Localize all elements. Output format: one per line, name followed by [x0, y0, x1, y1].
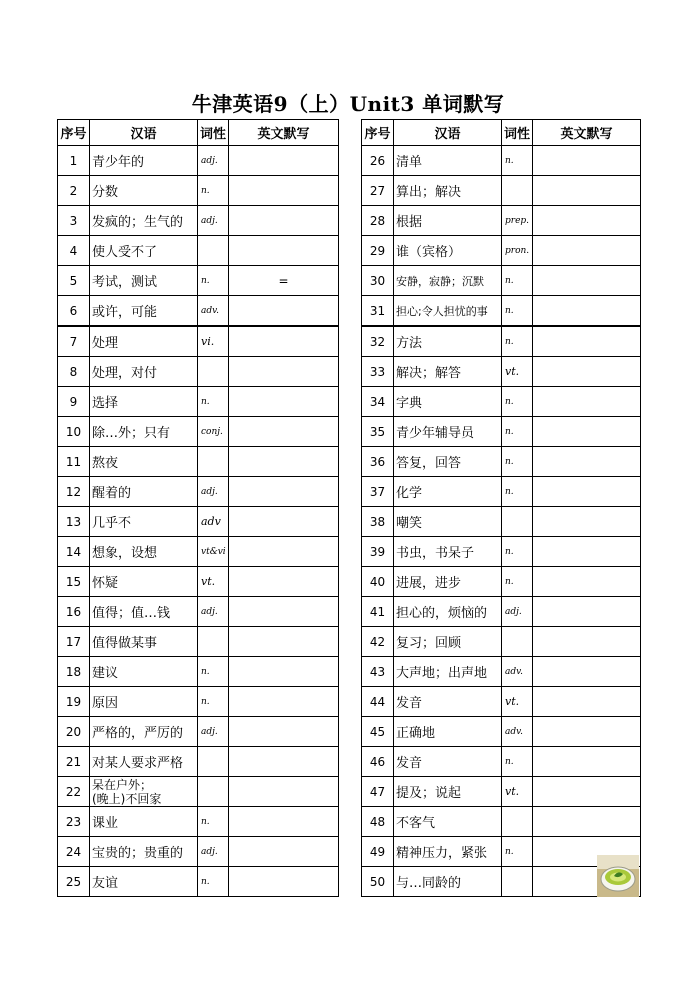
cell-chinese: 担心的，烦恼的 [394, 597, 502, 627]
cell-answer[interactable] [229, 477, 339, 507]
cell-answer[interactable] [229, 296, 339, 327]
cell-chinese: 方法 [394, 326, 502, 357]
cell-pos: vt. [198, 567, 229, 597]
cell-answer[interactable] [533, 747, 641, 777]
table-row [58, 717, 339, 747]
cell-num: 13 [58, 507, 90, 537]
cell-pos: adv. [198, 296, 229, 327]
cell-answer[interactable] [533, 176, 641, 206]
cell-pos: adj. [198, 837, 229, 867]
cell-pos: vt. [502, 357, 533, 387]
cell-num: 27 [362, 176, 394, 206]
cell-chinese: 呆在户外； (晚上)不回家 [90, 777, 198, 807]
table-row [58, 597, 339, 627]
table-row [58, 747, 339, 777]
table-row [58, 417, 339, 447]
cell-num: 17 [58, 627, 90, 657]
cell-answer[interactable] [533, 807, 641, 837]
table-row [362, 296, 641, 327]
table-row [58, 867, 339, 897]
header-english: 英文默写 [533, 120, 641, 146]
cell-pos: vi. [198, 326, 229, 357]
cell-chinese: 发疯的；生气的 [90, 206, 198, 236]
cell-num: 2 [58, 176, 90, 206]
cell-num: 23 [58, 807, 90, 837]
cell-pos: adj. [198, 206, 229, 236]
table-row [362, 326, 641, 357]
header-pos: 词性 [198, 120, 229, 146]
table-row [362, 266, 641, 296]
cell-answer[interactable] [229, 417, 339, 447]
cell-pos: n. [198, 266, 229, 296]
cell-answer[interactable] [533, 567, 641, 597]
cell-chinese: 严格的，严厉的 [90, 717, 198, 747]
cell-num: 9 [58, 387, 90, 417]
cell-pos: n. [502, 296, 533, 327]
cell-num: 10 [58, 417, 90, 447]
cell-answer[interactable] [533, 597, 641, 627]
cell-chinese: 算出；解决 [394, 176, 502, 206]
cell-num: 36 [362, 447, 394, 477]
table-row [58, 657, 339, 687]
cell-pos: n. [502, 266, 533, 296]
cell-answer[interactable] [229, 357, 339, 387]
cell-pos [198, 236, 229, 266]
cell-answer[interactable] [229, 567, 339, 597]
cell-num: 28 [362, 206, 394, 236]
cell-pos [502, 867, 533, 897]
cell-chinese: 原因 [90, 687, 198, 717]
cell-chinese: 复习；回顾 [394, 627, 502, 657]
table-row [58, 146, 339, 176]
cell-answer[interactable] [229, 326, 339, 357]
cell-answer[interactable] [533, 507, 641, 537]
cell-chinese: 处理 [90, 326, 198, 357]
cell-answer[interactable] [229, 837, 339, 867]
header-chinese: 汉语 [394, 120, 502, 146]
cell-pos [198, 357, 229, 387]
cell-answer[interactable] [533, 387, 641, 417]
cell-num: 32 [362, 326, 394, 357]
cell-answer[interactable] [229, 537, 339, 567]
cell-pos: n. [502, 837, 533, 867]
cell-answer[interactable] [533, 206, 641, 236]
cell-chinese: 醒着的 [90, 477, 198, 507]
cell-pos [198, 747, 229, 777]
cell-num: 41 [362, 597, 394, 627]
cell-pos: prep. [502, 206, 533, 236]
cell-num: 50 [362, 867, 394, 897]
vocab-table-right [361, 119, 641, 897]
cell-chinese: 不客气 [394, 807, 502, 837]
cell-answer[interactable] [533, 447, 641, 477]
cell-num: 14 [58, 537, 90, 567]
cell-answer[interactable] [229, 597, 339, 627]
cell-pos [198, 777, 229, 807]
cell-pos: n. [198, 687, 229, 717]
cell-answer[interactable] [229, 236, 339, 266]
cell-answer[interactable] [229, 657, 339, 687]
cell-chinese: 安静，寂静；沉默 [394, 266, 502, 296]
cell-answer[interactable] [533, 537, 641, 567]
cell-chinese: 精神压力，紧张 [394, 837, 502, 867]
cell-pos [502, 507, 533, 537]
cell-pos: n. [502, 567, 533, 597]
vocab-table-left [57, 119, 339, 897]
table-row [362, 387, 641, 417]
tea-cup-icon [597, 855, 639, 897]
cell-pos: n. [502, 146, 533, 176]
cell-pos: n. [502, 387, 533, 417]
cell-chinese: 书虫，书呆子 [394, 537, 502, 567]
cell-num: 5 [58, 266, 90, 296]
cell-chinese: 宝贵的；贵重的 [90, 837, 198, 867]
cell-answer[interactable] [533, 357, 641, 387]
cell-num: 24 [58, 837, 90, 867]
cell-chinese: 考试，测试 [90, 266, 198, 296]
cell-chinese: 课业 [90, 807, 198, 837]
cell-num: 29 [362, 236, 394, 266]
table-row [58, 837, 339, 867]
cell-answer[interactable] [533, 627, 641, 657]
cell-chinese: 值得；值…钱 [90, 597, 198, 627]
cell-chinese: 处理，对付 [90, 357, 198, 387]
table-row [58, 567, 339, 597]
cell-num: 39 [362, 537, 394, 567]
cell-chinese: 想象，设想 [90, 537, 198, 567]
cell-chinese: 分数 [90, 176, 198, 206]
cell-num: 7 [58, 326, 90, 357]
cell-pos: n. [502, 417, 533, 447]
cell-pos: n. [502, 477, 533, 507]
cell-answer[interactable] [533, 146, 641, 176]
cell-num: 35 [362, 417, 394, 447]
table-row [58, 477, 339, 507]
cell-chinese: 与…同龄的 [394, 867, 502, 897]
table-row [58, 537, 339, 567]
cell-num: 45 [362, 717, 394, 747]
table-row [362, 747, 641, 777]
cell-pos [502, 176, 533, 206]
cell-num: 30 [362, 266, 394, 296]
cell-chinese: 怀疑 [90, 567, 198, 597]
table-row [362, 657, 641, 687]
cell-num: 8 [58, 357, 90, 387]
cell-answer[interactable] [229, 747, 339, 777]
cell-pos [502, 807, 533, 837]
cell-chinese: 青少年的 [90, 146, 198, 176]
cell-pos: n. [198, 657, 229, 687]
cell-num: 11 [58, 447, 90, 477]
cell-chinese: 提及；说起 [394, 777, 502, 807]
table-row [58, 357, 339, 387]
cell-num: 3 [58, 206, 90, 236]
cell-num: 4 [58, 236, 90, 266]
cell-pos: adv [198, 507, 229, 537]
table-row [362, 687, 641, 717]
cell-chinese: 建议 [90, 657, 198, 687]
table-row [362, 537, 641, 567]
cell-num: 40 [362, 567, 394, 597]
cell-pos: n. [198, 867, 229, 897]
cell-answer[interactable] [229, 176, 339, 206]
cell-answer[interactable] [533, 266, 641, 296]
cell-answer[interactable] [533, 777, 641, 807]
cell-chinese: 使人受不了 [90, 236, 198, 266]
cell-num: 21 [58, 747, 90, 777]
cell-pos [198, 627, 229, 657]
cell-num: 12 [58, 477, 90, 507]
cell-num: 25 [58, 867, 90, 897]
cell-pos: n. [198, 387, 229, 417]
cell-chinese: 几乎不 [90, 507, 198, 537]
header-num: 序号 [362, 120, 394, 146]
cell-answer[interactable] [533, 326, 641, 357]
cell-num: 20 [58, 717, 90, 747]
cell-pos: n. [502, 747, 533, 777]
cell-pos: adj. [198, 717, 229, 747]
cell-answer[interactable] [229, 507, 339, 537]
cell-num: 19 [58, 687, 90, 717]
table-row [362, 507, 641, 537]
cell-num: 46 [362, 747, 394, 777]
cell-answer[interactable] [229, 777, 339, 807]
table-row [362, 206, 641, 236]
table-row [58, 176, 339, 206]
cell-answer[interactable]: = [229, 266, 339, 296]
cell-pos: n. [502, 537, 533, 567]
cell-chinese: 对某人要求严格 [90, 747, 198, 777]
cell-answer[interactable] [229, 146, 339, 176]
cell-num: 44 [362, 687, 394, 717]
table-row [362, 357, 641, 387]
cell-pos: vt. [502, 687, 533, 717]
table-row [58, 387, 339, 417]
header-english: 英文默写 [229, 120, 339, 146]
cell-answer[interactable] [533, 296, 641, 327]
table-row [58, 236, 339, 266]
cell-pos: adj. [198, 597, 229, 627]
cell-chinese: 解决；解答 [394, 357, 502, 387]
table-row [58, 266, 339, 296]
cell-num: 47 [362, 777, 394, 807]
cell-num: 37 [362, 477, 394, 507]
cell-answer[interactable] [229, 447, 339, 477]
table-row [362, 717, 641, 747]
table-row [362, 567, 641, 597]
table-row [362, 777, 641, 807]
cell-chinese: 发音 [394, 747, 502, 777]
cell-chinese: 正确地 [394, 717, 502, 747]
cell-pos: adv. [502, 717, 533, 747]
cell-num: 16 [58, 597, 90, 627]
header-chinese: 汉语 [90, 120, 198, 146]
cell-answer[interactable] [229, 627, 339, 657]
cell-chinese: 担心;令人担忧的事 [394, 296, 502, 327]
cell-chinese: 除…外；只有 [90, 417, 198, 447]
cell-chinese: 大声地；出声地 [394, 657, 502, 687]
cell-chinese: 发音 [394, 687, 502, 717]
cell-chinese: 谁（宾格） [394, 236, 502, 266]
table-row [362, 176, 641, 206]
cell-num: 33 [362, 357, 394, 387]
cell-num: 15 [58, 567, 90, 597]
cell-answer[interactable] [229, 687, 339, 717]
cell-chinese: 答复，回答 [394, 447, 502, 477]
cell-num: 34 [362, 387, 394, 417]
table-row [58, 807, 339, 837]
table-row [58, 206, 339, 236]
table-row [58, 687, 339, 717]
cell-answer[interactable] [229, 206, 339, 236]
cell-chinese: 值得做某事 [90, 627, 198, 657]
cell-pos: n. [198, 807, 229, 837]
cell-num: 6 [58, 296, 90, 327]
cell-num: 18 [58, 657, 90, 687]
cell-num: 38 [362, 507, 394, 537]
cell-pos: vt&vi [198, 537, 229, 567]
page-title: 牛津英语9（上）Unit3 单词默写 [191, 92, 505, 116]
table-row [362, 417, 641, 447]
cell-num: 42 [362, 627, 394, 657]
cell-chinese: 进展，进步 [394, 567, 502, 597]
header-pos: 词性 [502, 120, 533, 146]
cell-pos: vt. [502, 777, 533, 807]
cell-chinese: 根据 [394, 206, 502, 236]
cell-pos [198, 447, 229, 477]
cell-chinese: 友谊 [90, 867, 198, 897]
table-row [58, 777, 339, 807]
cell-chinese: 清单 [394, 146, 502, 176]
table-row [362, 807, 641, 837]
table-row [362, 146, 641, 176]
cell-chinese: 字典 [394, 387, 502, 417]
cell-answer[interactable] [533, 477, 641, 507]
cell-num: 22 [58, 777, 90, 807]
cell-num: 26 [362, 146, 394, 176]
cell-chinese: 选择 [90, 387, 198, 417]
cell-pos: conj. [198, 417, 229, 447]
table-row [58, 627, 339, 657]
cell-chinese: 嘲笑 [394, 507, 502, 537]
cell-pos [502, 627, 533, 657]
table-row [362, 477, 641, 507]
table-row [58, 296, 339, 327]
cell-answer[interactable] [533, 236, 641, 266]
table-row [362, 447, 641, 477]
table-row [58, 447, 339, 477]
table-row [58, 507, 339, 537]
cell-pos: n. [502, 447, 533, 477]
header-num: 序号 [58, 120, 90, 146]
table-row [362, 627, 641, 657]
cell-answer[interactable] [229, 717, 339, 747]
cell-pos: adj. [502, 597, 533, 627]
cell-answer[interactable] [229, 387, 339, 417]
cell-num: 31 [362, 296, 394, 327]
cell-pos: n. [198, 176, 229, 206]
cell-answer[interactable] [533, 687, 641, 717]
cell-chinese: 化学 [394, 477, 502, 507]
cell-answer[interactable] [533, 717, 641, 747]
cell-num: 48 [362, 807, 394, 837]
cell-pos: adv. [502, 657, 533, 687]
cell-answer[interactable] [229, 867, 339, 897]
table-row [58, 326, 339, 357]
table-row [362, 597, 641, 627]
cell-pos: adj. [198, 477, 229, 507]
cell-answer[interactable] [229, 807, 339, 837]
cell-chinese: 或许，可能 [90, 296, 198, 327]
cell-pos: pron. [502, 236, 533, 266]
cell-num: 43 [362, 657, 394, 687]
cell-chinese: 青少年辅导员 [394, 417, 502, 447]
table-row [362, 236, 641, 266]
cell-num: 49 [362, 837, 394, 867]
cell-chinese: 熬夜 [90, 447, 198, 477]
cell-answer[interactable] [533, 417, 641, 447]
cell-answer[interactable] [533, 657, 641, 687]
cell-pos: n. [502, 326, 533, 357]
cell-num: 1 [58, 146, 90, 176]
cell-pos: adj. [198, 146, 229, 176]
